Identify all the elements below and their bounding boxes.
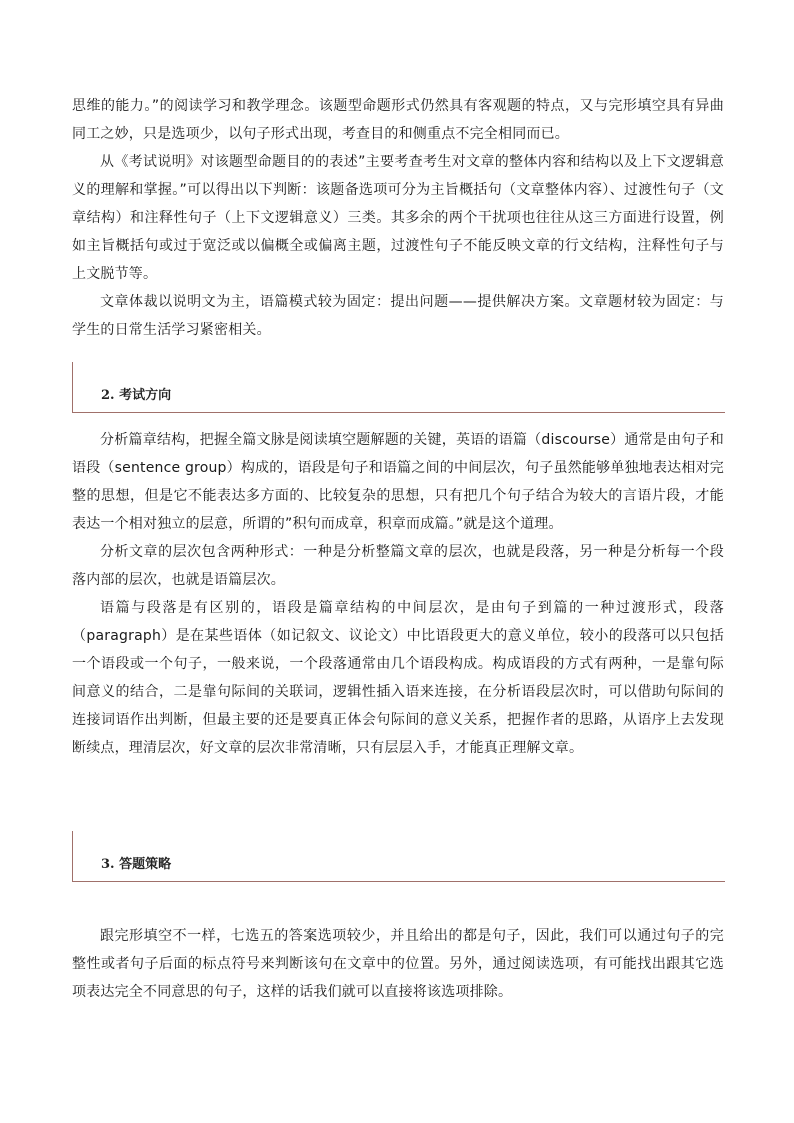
section-2-paragraph-1: 分析篇章结构，把握全篇文脉是阅读填空题解题的关键，英语的语篇（discourse）通常是由句子和语段（sentence group）构成的，语段是句子和语篇之间的中间层次，句子虽然能够单独地表达相对完整的思想，但是它不能表达多方面的、比较复杂的思想，只有把几个句子结合为较大的言语片段，才能表达一个相对独立的层意，所谓的”积句而成章，积章而成篇。”就是这个道理。 [72,432,724,532]
section-3-body [72,922,724,1006]
section-3-paragraph-1: 跟完形填空不一样，七选五的答案选项较少，并且给出的都是句子，因此，我们可以通过句子的完整性或者句子后面的标点符号来判断该句在文章中的位置。另外，通过阅读选项，有可能找出跟其它选项表达完全不同意思的句子，这样的话我们就可以直接将该选项排除。 [72,928,724,1000]
section-2-header [72,362,725,413]
intro-section [72,92,724,344]
section-2-paragraph-2: 分析文章的层次包含两种形式：一种是分析整篇文章的层次，也就是段落，另一种是分析每一个段落内部的层次，也就是语篇层次。 [72,544,724,588]
section-2-body [72,426,724,762]
section-2-title: 2. 考试方向 [101,388,172,403]
section-2-paragraph-3: 语篇与段落是有区别的，语段是篇章结构的中间层次，是由句子到篇的一种过渡形式，段落（paragraph）是在某些语体（如记叙文、议论文）中比语段更大的意义单位，较小的段落可以只包括一个语段或一个句子，一般来说，一个段落通常由几个语段构成。构成语段的方式有两种，一是靠句际间意义的结合，二是靠句际间的关联词，逻辑性插入语来连接，在分析语段层次时，可以借助句际间的连接词语作出判断，但最主要的还是要真正体会句际间的意义关系，把握作者的思路，从语序上去发现断续点，理清层次，好文章的层次非常清晰，只有层层入手，才能真正理解文章。 [72,600,724,756]
intro-paragraph-2: 从《考试说明》对该题型命题目的的表述”主要考查考生对文章的整体内容和结构以及上下文逻辑意义的理解和掌握。”可以得出以下判断：该题备选项可分为主旨概括句（文章整体内容）、过渡性句子（文章结构）和注释性句子（上下文逻辑意义）三类。其多余的两个干扰项也往往从这三方面进行设置，例如主旨概括句或过于宽泛或以偏概全或偏离主题，过渡性句子不能反映文章的行文结构，注释性句子与上文脱节等。 [72,154,724,282]
section-3-header [72,831,725,882]
section-3-title: 3. 答题策略 [101,857,172,872]
intro-paragraph-3: 文章体裁以说明文为主，语篇模式较为固定：提出问题——提供解决方案。文章题材较为固定：与学生的日常生活学习紧密相关。 [72,294,724,338]
intro-paragraph-1: 思维的能力。”的阅读学习和教学理念。该题型命题形式仍然具有客观题的特点，又与完形填空具有异曲同工之妙，只是选项少，以句子形式出现，考查目的和侧重点不完全相同而已。 [72,98,724,142]
